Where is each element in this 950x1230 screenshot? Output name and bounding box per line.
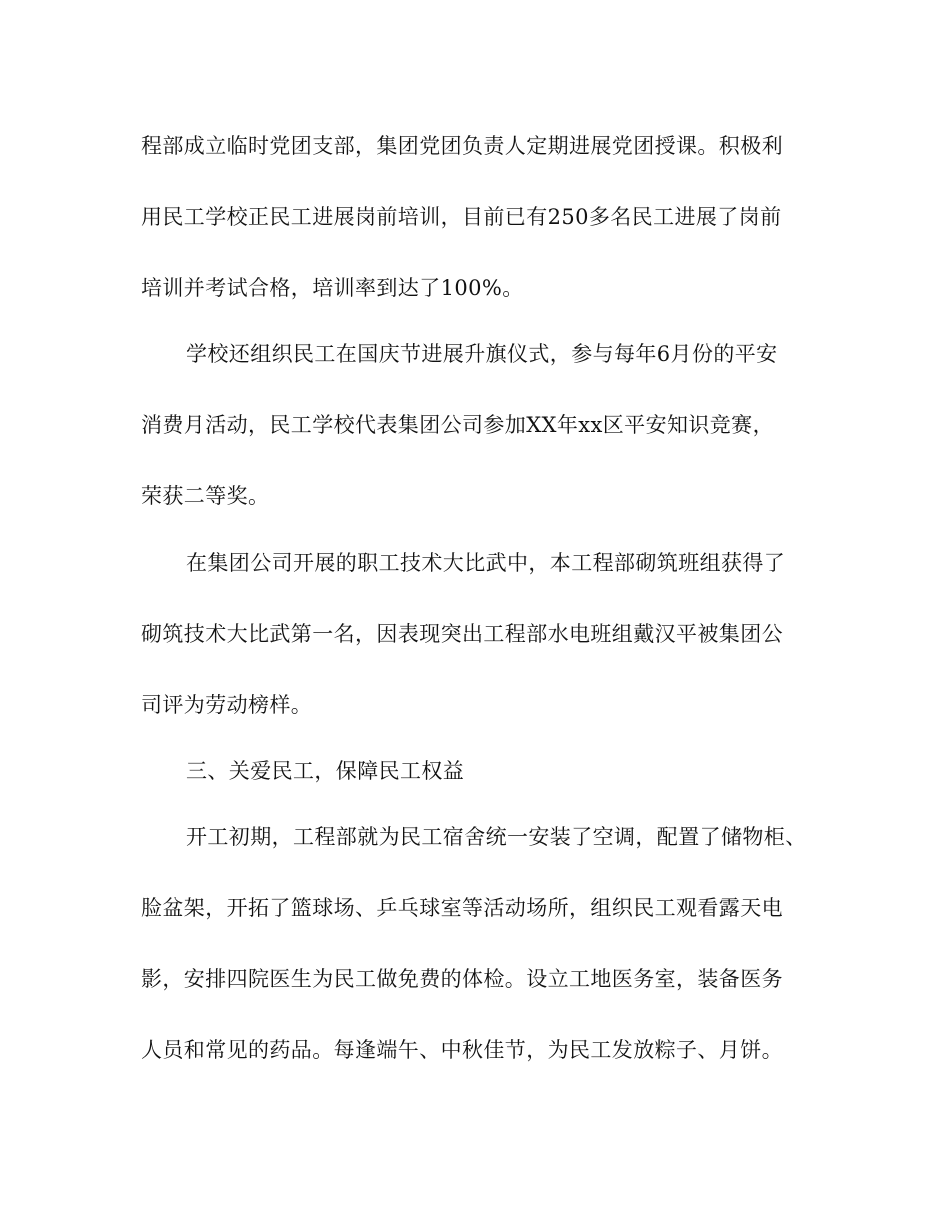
text-line-3: 培训并考试合格，培训率到达了100%。 (141, 276, 524, 300)
text-line-13: 影，安排四院医生为民工做免费的体检。设立工地医务室，装备医务 (141, 967, 783, 991)
text-line-1: 程部成立临时党团支部，集团党团负责人定期进展党团授课。积极利 (141, 134, 783, 158)
text-line-6: 荣获二等奖。 (141, 484, 270, 508)
text-line-12: 脸盆架，开拓了篮球场、乒乓球室等活动场所，组织民工观看露天电 (141, 896, 783, 920)
text-line-9: 司评为劳动榜样。 (141, 693, 313, 717)
text-line-2: 用民工学校正民工进展岗前培训，目前已有250多名民工进展了岗前 (141, 205, 782, 229)
text-line-5: 消费月活动，民工学校代表集团公司参加XX年xx区平安知识竞赛， (141, 413, 774, 437)
text-line-11: 开工初期，工程部就为民工宿舍统一安装了空调，配置了储物柜、 (186, 825, 807, 849)
text-line-14: 人员和常见的药品。每逢端午、中秋佳节，为民工发放粽子、月饼。 (141, 1038, 783, 1062)
section-heading: 三、关爱民工，保障民工权益 (186, 759, 465, 783)
text-line-8: 砌筑技术大比武第一名，因表现突出工程部水电班组戴汉平被集团公 (141, 622, 783, 646)
text-line-4: 学校还组织民工在国庆节进展升旗仪式，参与每年6月份的平安 (186, 342, 778, 366)
text-line-7: 在集团公司开展的职工技术大比武中，本工程部砌筑班组获得了 (186, 551, 786, 575)
